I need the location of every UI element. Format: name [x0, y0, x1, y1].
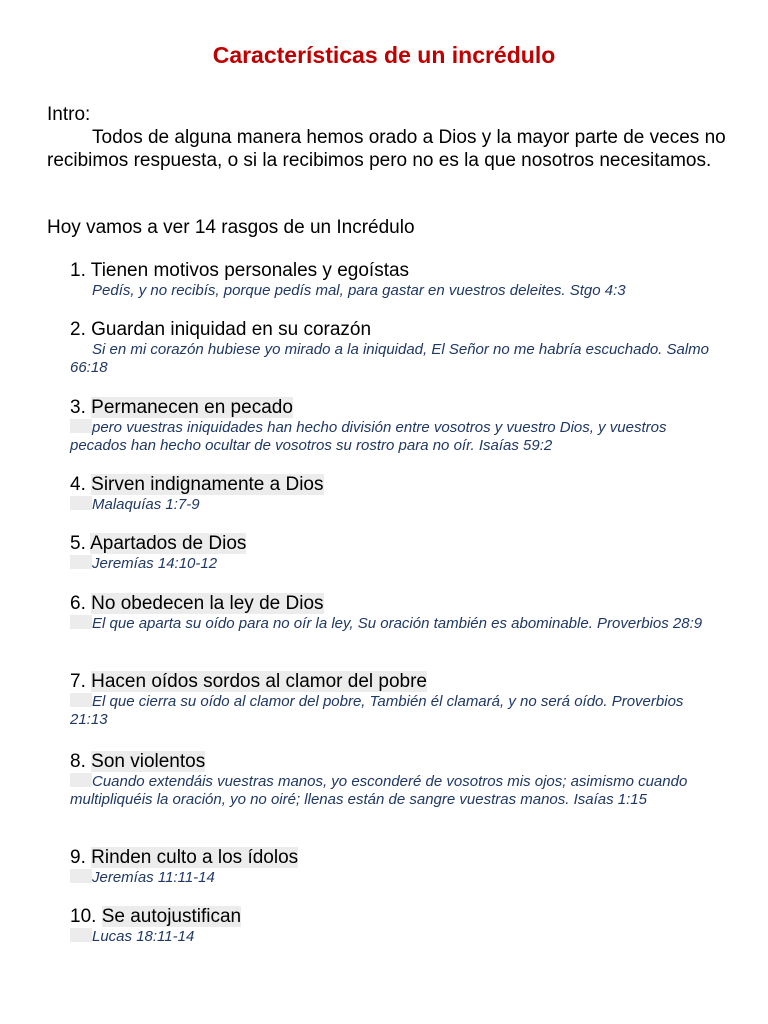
- item-number: 1.: [70, 260, 86, 281]
- verse-text: El que aparta su oído para no oír la ley, Su oración también es abominable. Proverbios 28:9: [92, 615, 703, 632]
- item-number: 5.: [70, 533, 86, 554]
- item-verse: [70, 419, 710, 455]
- indent-spacer: [70, 419, 92, 433]
- intro-section: [47, 103, 727, 172]
- item-number: 9.: [70, 847, 86, 868]
- item-title: No obedecen la ley de Dios: [91, 593, 324, 614]
- item-heading: [70, 533, 710, 555]
- item-number: 4.: [70, 474, 86, 495]
- verse-text: Jeremías 14:10-12: [92, 555, 218, 572]
- item-title: Guardan iniquidad en su corazón: [91, 319, 372, 340]
- item-heading: [70, 671, 710, 693]
- list-item: [70, 397, 710, 455]
- intro-paragraph: Todos de alguna manera hemos orado a Dios y la mayor parte de veces no recibimos respuesta, o si la recibimos pero no es la que nosotros necesitamos.: [47, 127, 726, 171]
- item-heading: [70, 847, 710, 869]
- item-title: Tienen motivos personales y egoístas: [90, 260, 410, 281]
- list-item: [70, 751, 710, 809]
- item-heading: [70, 906, 710, 928]
- item-title: Apartados de Dios: [90, 533, 247, 554]
- indent-spacer: [70, 693, 92, 707]
- item-title: Hacen oídos sordos al clamor del pobre: [91, 671, 427, 692]
- list-item: [70, 260, 710, 300]
- item-title: Son violentos: [91, 751, 206, 772]
- list-item: [70, 671, 710, 729]
- item-verse: [70, 615, 710, 633]
- list-item: [70, 533, 710, 573]
- indent-spacer: [70, 555, 92, 569]
- item-heading: [70, 397, 710, 419]
- list-item: [70, 319, 710, 377]
- item-verse: [70, 282, 710, 300]
- item-number: 10.: [70, 906, 97, 927]
- list-item: [70, 847, 710, 887]
- item-title: Rinden culto a los ídolos: [91, 847, 299, 868]
- indent-spacer: [70, 773, 92, 787]
- verse-text: Lucas 18:11-14: [92, 928, 195, 945]
- item-verse: [70, 555, 710, 573]
- indent-spacer: [70, 869, 92, 883]
- item-verse: [70, 869, 710, 887]
- item-number: 2.: [70, 319, 86, 340]
- item-verse: [70, 693, 710, 729]
- item-verse: [70, 496, 710, 514]
- item-title: Se autojustifican: [101, 906, 242, 927]
- item-heading: [70, 474, 710, 496]
- item-heading: [70, 593, 710, 615]
- item-heading: [70, 751, 710, 773]
- indent-spacer: [70, 615, 92, 629]
- item-number: 6.: [70, 593, 86, 614]
- document-title: Características de un incrédulo: [212, 42, 556, 68]
- verse-text: Si en mi corazón hubiese yo mirado a la iniquidad, El Señor no me habría escuchado. Salmo 66:18: [70, 341, 710, 376]
- item-number: 8.: [70, 751, 86, 772]
- verse-text: Pedís, y no recibís, porque pedís mal, para gastar en vuestros deleites. Stgo 4:3: [92, 282, 626, 299]
- item-verse: [70, 341, 710, 377]
- item-verse: [70, 928, 710, 946]
- item-heading: [70, 319, 710, 341]
- verse-text: Jeremías 11:11-14: [92, 869, 215, 886]
- item-heading: [70, 260, 710, 282]
- item-title: Sirven indignamente a Dios: [91, 474, 324, 495]
- item-number: 3.: [70, 397, 86, 418]
- indent-spacer: [70, 341, 92, 355]
- verse-text: Malaquías 1:7-9: [92, 496, 200, 513]
- item-verse: [70, 773, 710, 809]
- list-item: [70, 906, 710, 946]
- intro-label: Intro:: [47, 104, 91, 125]
- verse-text: pero vuestras iniquidades han hecho división entre vosotros y vuestro Dios, y vuestros pecados han hecho ocultar de vosotros su rostro para no oír. Isaías 59:2: [70, 419, 667, 454]
- indent-spacer: [70, 282, 92, 296]
- list-item: [70, 593, 710, 633]
- item-title: Permanecen en pecado: [91, 397, 293, 418]
- lead-sentence: Hoy vamos a ver 14 rasgos de un Incrédulo: [47, 217, 415, 238]
- indent-spacer: [70, 496, 92, 510]
- verse-text: Cuando extendáis vuestras manos, yo esconderé de vosotros mis ojos; asimismo cuando multipliquéis la oración, yo no oiré; llenas están de sangre vuestras manos. Isaías 1:15: [70, 773, 688, 808]
- item-number: 7.: [70, 671, 86, 692]
- indent-spacer: [70, 928, 92, 942]
- verse-text: El que cierra su oído al clamor del pobre, También él clamará, y no será oído. Proverbios 21:13: [70, 693, 684, 728]
- list-item: [70, 474, 710, 514]
